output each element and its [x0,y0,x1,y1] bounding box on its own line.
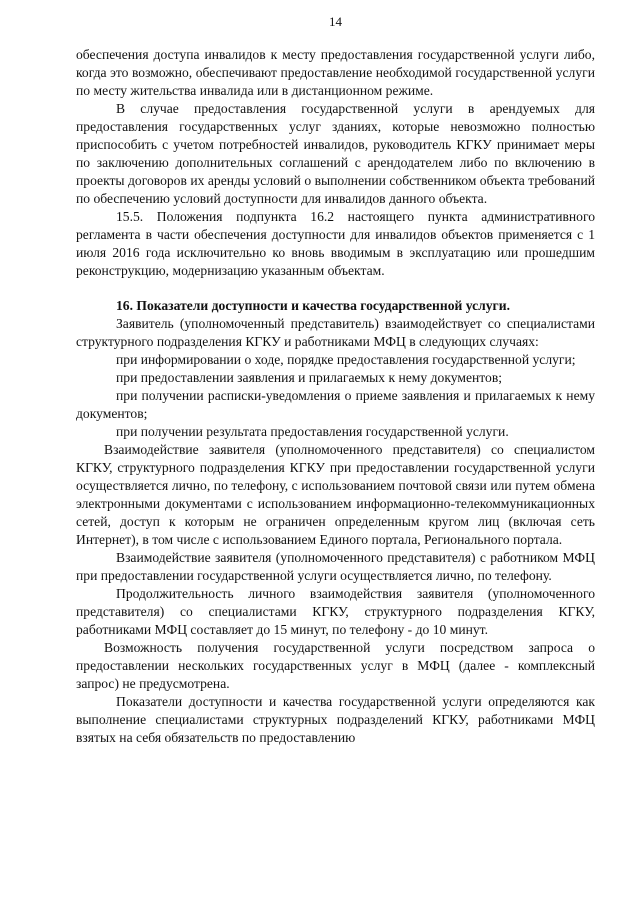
paragraph-duration: Продолжительность личного взаимодействия заявителя (уполномоченного представителя) со специалистами КГКУ, структурного подразделения КГКУ, работниками МФЦ составляет до 15 минут, по телефону - до 10 минут. [76,586,595,637]
list-item-result: при получении результата предоставления государственной услуги. [116,424,509,439]
paragraph-complex-request: Возможность получения государственной услуги посредством запроса о предоставлении нескольких государственных услуг в МФЦ (далее - комплексный запрос) не предусмотрена. [76,640,595,691]
list-item-submission: при предоставлении заявления и прилагаемых к нему документов; [116,370,503,385]
paragraph-interaction-kgku: Взаимодействие заявителя (уполномоченного представителя) со специалистом КГКУ, структурного подразделения КГКУ при предоставлении государственной услуги осуществляется лично, по телефону, с использованием почтовой связи или путем обмена электронными документами с использованием информационно-телекоммуникационных сетей, доступ к которым не ограничен определенным кругом лиц (включая сеть Интернет), в том числе с использованием Единого портала, Регионального портала. [76,442,595,547]
paragraph-2: В случае предоставления государственной услуги в арендуемых для предоставления государственных услуг зданиях, которые невозможно полностью приспособить с учетом потребностей инвалидов, руководитель КГКУ принимает меры по заключению дополнительных соглашений с арендодателем либо по включению в проекты договоров их аренды условий о выполнении собственником объекта требований по обеспечению условий доступности для инвалидов данного объекта. [76,101,595,206]
paragraph-5: Заявитель (уполномоченный представитель) взаимодействует со специалистами структурного подразделения КГКУ и работниками МФЦ в следующих случаях: [76,316,595,349]
paragraph-3: 15.5. Положения подпункта 16.2 настоящего пункта административного регламента в части обеспечения доступности для инвалидов объектов применяется с 1 июля 2016 года исключительно ко вновь вводимым в эксплуатацию или прошедшим реконструкцию, модернизацию указанным объектам. [76,209,595,278]
paragraph-indicators: Показатели доступности и качества государственной услуги определяются как выполнение специалистами структурных подразделений КГКУ, работниками МФЦ взятых на себя обязательств по предоставлению [76,694,595,745]
list-item-informing: при информировании о ходе, порядке предоставления государственной услуги; [116,352,576,367]
paragraph-interaction-mfc: Взаимодействие заявителя (уполномоченного представителя) с работником МФЦ при предоставлении государственной услуги осуществляется лично, по телефону. [76,550,595,583]
page-number: 14 [329,14,342,29]
section-heading-16: 16. Показатели доступности и качества государственной услуги. [116,298,510,313]
document-body [76,46,595,747]
paragraph-1: обеспечения доступа инвалидов к месту предоставления государственной услуги либо, когда это возможно, обеспечивают предоставление необходимой государственной услуги по месту жительства инвалида или в дистанционном режиме. [76,47,595,98]
list-item-receipt: при получении расписки-уведомления о приеме заявления и прилагаемых к нему документов; [76,388,595,421]
